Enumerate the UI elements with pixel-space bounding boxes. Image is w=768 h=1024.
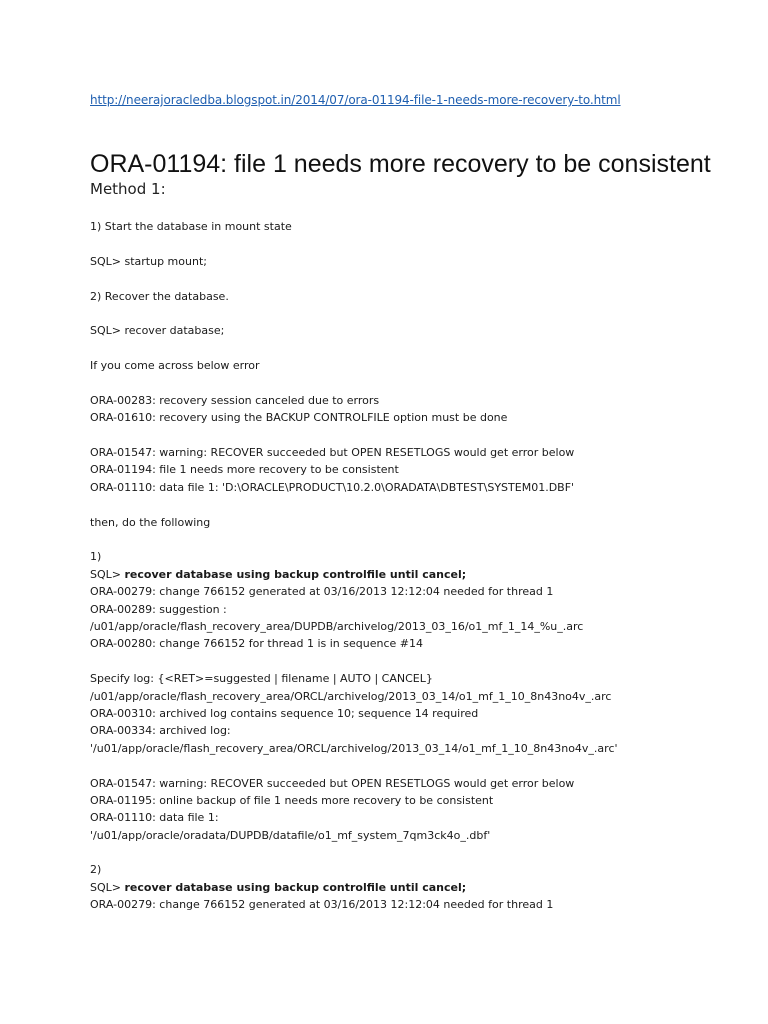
text-line (90, 879, 618, 896)
paragraph-gap (90, 340, 618, 357)
text-line: SQL> recover database; (90, 324, 225, 338)
text-line: ORA-01110: data file 1: 'D:\ORACLE\PRODUCT\10.2.0\ORADATA\DBTEST\SYSTEM01.DBF' (90, 480, 575, 494)
sql-prompt: SQL> (90, 567, 125, 581)
text-line: '/u01/app/oracle/oradata/DUPDB/datafile/o1_mf_system_7qm3ck4o_.dbf' (90, 828, 491, 842)
text-line: ORA-01194: file 1 needs more recovery to be consistent (90, 463, 399, 477)
paragraph-gap (90, 375, 618, 392)
sql-prompt: SQL> (90, 880, 125, 894)
text-line: ORA-00334: archived log: (90, 724, 231, 738)
text-line: SQL> startup mount; (90, 254, 207, 268)
method-heading: Method 1: (90, 180, 166, 198)
text-line: ORA-00279: change 766152 generated at 03/16/2013 12:12:04 needed for thread 1 (90, 898, 554, 912)
text-line: If you come across below error (90, 359, 260, 373)
text-line: ORA-00289: suggestion : (90, 602, 227, 616)
paragraph-gap (90, 531, 618, 548)
sql-command: recover database using backup controlfile until cancel; (124, 567, 467, 581)
paragraph-gap (90, 496, 618, 513)
paragraph-gap (90, 235, 618, 252)
text-line: /u01/app/oracle/flash_recovery_area/DUPDB/archivelog/2013_03_16/o1_mf_1_14_%u_.arc (90, 619, 584, 633)
text-line: 1) Start the database in mount state (90, 220, 292, 233)
text-line (90, 566, 618, 583)
paragraph-gap (90, 270, 618, 287)
source-link[interactable]: http://neerajoracledba.blogspot.in/2014/07/ora-01194-file-1-needs-more-recovery-to.html (90, 93, 621, 107)
text-line: 1) (90, 550, 102, 564)
text-line: ORA-00283: recovery session canceled due to errors (90, 393, 380, 407)
text-line: ORA-01110: data file 1: (90, 811, 219, 825)
text-line: then, do the following (90, 515, 211, 529)
text-line: ORA-00279: change 766152 generated at 03/16/2013 12:12:04 needed for thread 1 (90, 585, 554, 599)
paragraph-gap (90, 305, 618, 322)
paragraph-gap (90, 427, 618, 444)
text-line: ORA-01547: warning: RECOVER succeeded but OPEN RESETLOGS would get error below (90, 446, 575, 460)
text-line: 2) Recover the database. (90, 289, 229, 303)
text-line: 2) (90, 863, 102, 877)
text-line: ORA-01547: warning: RECOVER succeeded but OPEN RESETLOGS would get error below (90, 776, 575, 790)
text-line: ORA-00280: change 766152 for thread 1 is in sequence #14 (90, 637, 423, 651)
text-line: ORA-00310: archived log contains sequence 10; sequence 14 required (90, 706, 479, 720)
text-line: Specify log: {<RET>=suggested | filename | AUTO | CANCEL} (90, 672, 433, 686)
paragraph-gap (90, 653, 618, 670)
text-line: '/u01/app/oracle/flash_recovery_area/ORCL/archivelog/2013_03_14/o1_mf_1_10_8n43no4v_.arc' (90, 741, 618, 755)
page-title: ORA-01194: file 1 needs more recovery to be consistent (90, 150, 711, 178)
paragraph-gap (90, 757, 618, 774)
document-body (90, 218, 618, 914)
text-line: /u01/app/oracle/flash_recovery_area/ORCL/archivelog/2013_03_14/o1_mf_1_10_8n43no4v_.arc (90, 689, 612, 703)
text-line: ORA-01610: recovery using the BACKUP CONTROLFILE option must be done (90, 411, 508, 425)
text-line: ORA-01195: online backup of file 1 needs more recovery to be consistent (90, 793, 494, 807)
paragraph-gap (90, 844, 618, 861)
sql-command: recover database using backup controlfile until cancel; (124, 880, 467, 894)
